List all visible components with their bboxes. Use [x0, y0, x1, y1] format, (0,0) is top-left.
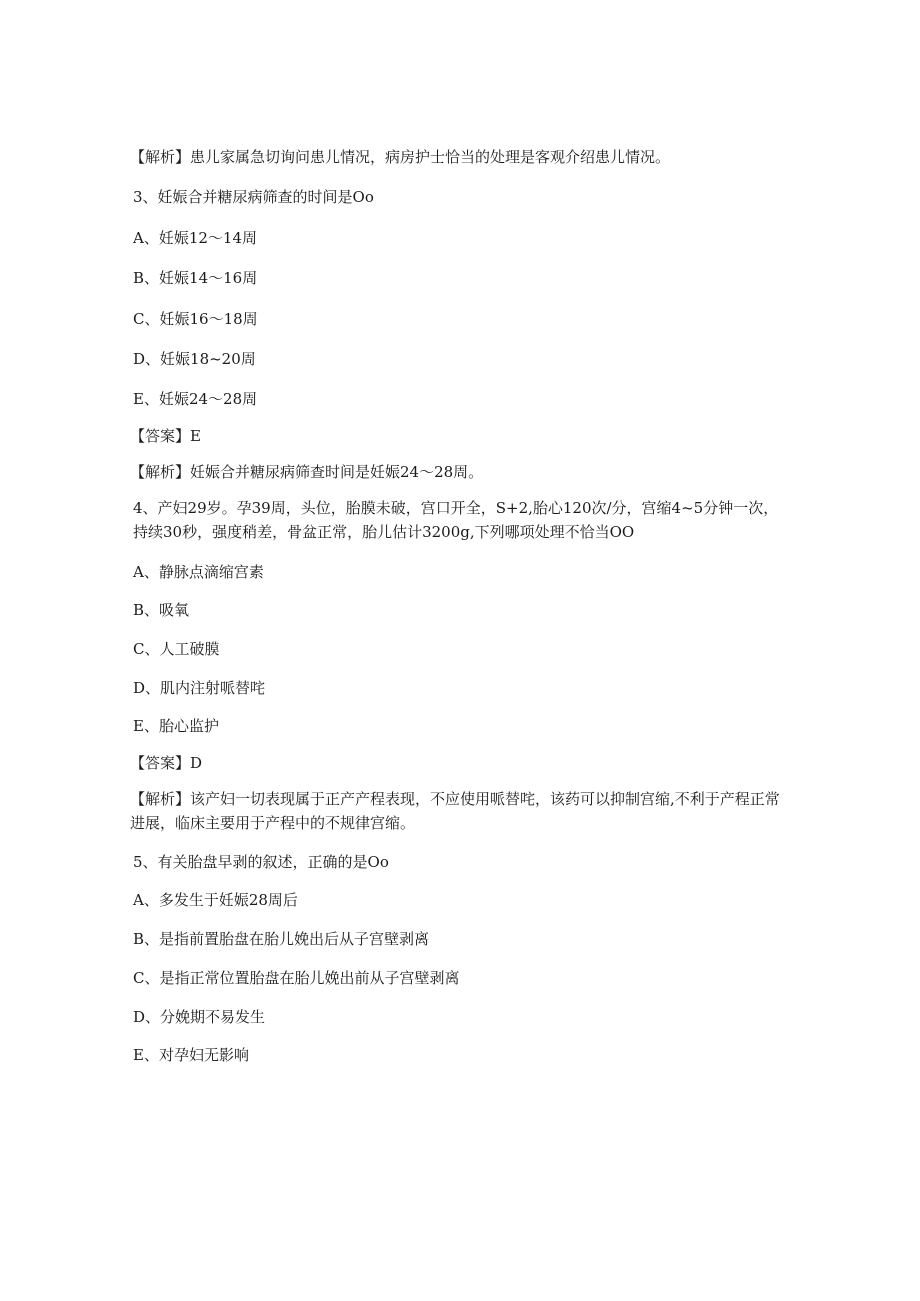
q3-option-a: A、妊娠12～14周	[133, 229, 258, 247]
q3-option-e: E、妊娠24～28周	[133, 390, 258, 408]
q5-option-c: C、是指正常位置胎盘在胎儿娩出前从子宫壁剥离	[133, 969, 460, 987]
q4-option-d: D、肌内注射哌替咤	[133, 679, 266, 697]
question-5: 5、有关胎盘早剥的叙述，正确的是Oo	[133, 853, 389, 871]
q5-option-d: D、分娩期不易发生	[133, 1008, 266, 1026]
question-4: 4、产妇29岁。孕39周，头位，胎膜未破，宫口开全，S+2,胎心120次/分，宫缩4~5分钟一次，持续30秒，强度稍差，骨盆正常，胎儿估计3200g,下列哪项处理不恰当OO	[133, 499, 779, 541]
q3-option-c: C、妊娠16～18周	[133, 310, 258, 328]
q4-answer: 【答案】D	[130, 754, 203, 772]
q3-option-b: B、妊娠14～16周	[133, 269, 258, 287]
q4-option-c: C、人工破膜	[133, 640, 220, 658]
q4-explanation: 【解析】该产妇一切表现属于正产产程表现，不应使用哌替咤，该药可以抑制宫缩,不利于产程正常进展，临床主要用于产程中的不规律宫缩。	[130, 790, 780, 832]
explanation-q2: 【解析】患儿家属急切询问患儿情况，病房护士恰当的处理是客观介绍患儿情况。	[130, 148, 671, 166]
q5-option-a: A、多发生于妊娠28周后	[133, 891, 298, 909]
q4-option-e: E、胎心监护	[133, 717, 219, 735]
q5-option-b: B、是指前置胎盘在胎儿娩出后从子宫壁剥离	[133, 930, 430, 948]
q3-answer: 【答案】E	[130, 427, 201, 445]
q4-option-b: B、吸氧	[133, 601, 190, 619]
question-3: 3、妊娠合并糖尿病筛查的时间是Oo	[133, 188, 374, 206]
q5-option-e: E、对孕妇无影响	[133, 1046, 249, 1064]
q3-explanation: 【解析】妊娠合并糖尿病筛查时间是妊娠24～28周。	[130, 463, 484, 481]
q3-option-d: D、妊娠18~20周	[133, 350, 256, 368]
q4-option-a: A、静脉点滴缩宫素	[133, 563, 264, 581]
